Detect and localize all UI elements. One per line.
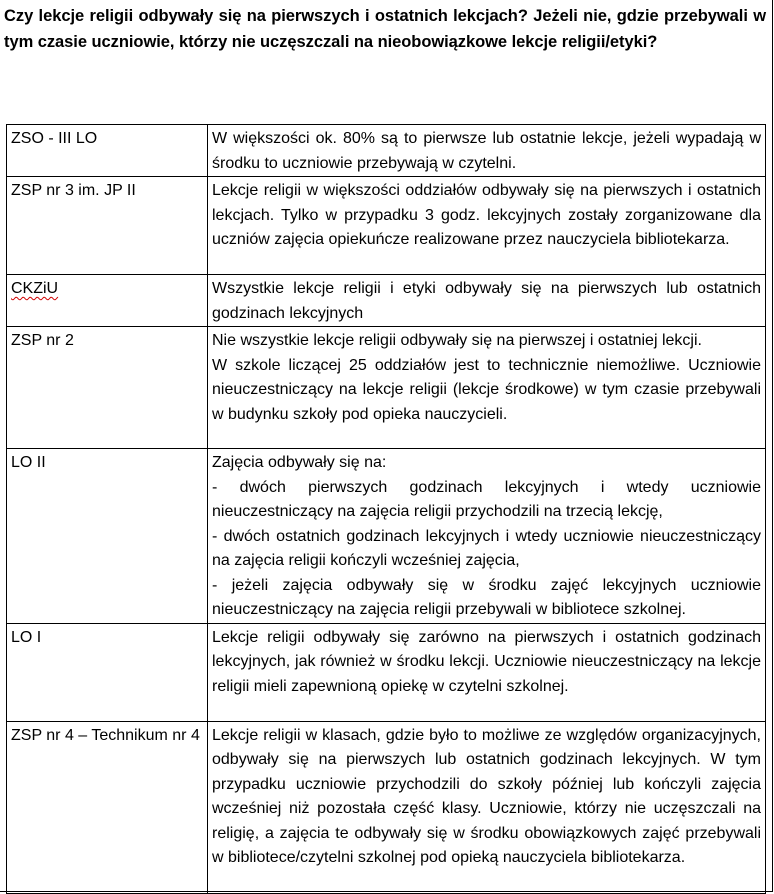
school-name: ZSO - III LO	[7, 125, 208, 177]
answer-paragraph: - dwóch ostatnich godzinach lekcyjnych i wtedy uczniowie nieuczestniczący na zajęcia religii kończyli wcześniej zajęcia,	[212, 527, 761, 569]
answer-cell	[208, 327, 766, 449]
table-row	[7, 125, 766, 177]
answer-paragraph: - dwóch pierwszych godzinach lekcyjnych i wtedy uczniowie nieuczestniczący na zajęcia religii przychodzili na trzecią lekcję,	[212, 478, 761, 520]
answer-cell	[208, 125, 766, 177]
answer-cell	[208, 177, 766, 275]
answer-paragraph: Lekcje religii w klasach, gdzie było to możliwe ze względów organizacyjnych, odbywały się na pierwszych lub ostatnich godzinach lekcyjnych. W tym przypadku uczniowie przychodzili do szkoły później lub kończyli zajęcia wcześniej niż pozostała część klasy. Uczniowie, którzy nie uczęszczali na religię, a zajęcia te odbywały się w środku obowiązkowych zajęć przebywali w bibliotece/czytelni szkolnej pod opieką nauczyciela bibliotekarza.	[212, 726, 761, 866]
answer-cell	[208, 449, 766, 624]
question-heading: Czy lekcje religii odbywały się na pierwszych i ostatnich lekcjach? Jeżeli nie, gdzie przebywali w tym czasie uczniowie, którzy nie uczęszczali na nieobowiązkowe lekcje religii/etyki?	[4, 7, 766, 51]
school-name	[7, 275, 208, 327]
answer-paragraph: W większości ok. 80% są to pierwsze lub ostatnie lekcje, jeżeli wypadają w środku to uczniowie przebywają w czytelni.	[212, 130, 761, 172]
table-row	[7, 623, 766, 721]
answer-paragraph: - jeżeli zajęcia odbywały się w środku zajęć lekcyjnych uczniowie nieuczestniczący na zajęcia religii przebywali w bibliotece szkolnej.	[212, 576, 761, 618]
school-name: LO II	[7, 449, 208, 624]
school-name: ZSP nr 3 im. JP II	[7, 177, 208, 275]
answer-paragraph: W szkole liczącej 25 oddziałów jest to technicznie niemożliwe. Uczniowie nieuczestniczący na lekcje religii (lekcje środkowe) w tym czasie przebywali w budynku szkoły pod opieka nauczycieli.	[212, 356, 761, 423]
answer-paragraph: Lekcje religii odbywały się zarówno na pierwszych i ostatnich godzinach lekcyjnych, jak również w środku lekcji. Uczniowie nieuczestniczący na lekcje religii mieli zapewnioną opiekę w czytelni szkolnej.	[212, 628, 761, 695]
table-row	[7, 275, 766, 327]
table-row	[7, 449, 766, 624]
answer-paragraph: Nie wszystkie lekcje religii odbywały się na pierwszej i ostatniej lekcji.	[212, 332, 702, 349]
table-row	[7, 721, 766, 893]
answer-cell	[208, 721, 766, 893]
school-name: LO I	[7, 623, 208, 721]
answer-cell	[208, 275, 766, 327]
answer-paragraph: Zajęcia odbywały się na:	[212, 454, 387, 471]
school-name-text: CKZiU	[11, 280, 59, 297]
table-row	[7, 177, 766, 275]
answer-paragraph: Lekcje religii w większości oddziałów odbywały się na pierwszych i ostatnich lekcjach. Tylko w przypadku 3 godz. lekcyjnych zostały zorganizowane dla uczniów zajęcia opiekuńcze realizowane przez nauczyciela bibliotekarza.	[212, 182, 761, 248]
school-name: ZSP nr 2	[7, 327, 208, 449]
table-row	[7, 327, 766, 449]
answer-cell	[208, 623, 766, 721]
answer-paragraph: Wszystkie lekcje religii i etyki odbywały się na pierwszych lub ostatnich godzinach lekcyjnych	[212, 280, 761, 322]
school-name: ZSP nr 4 – Technikum nr 4	[7, 721, 208, 893]
answers-table	[6, 124, 766, 894]
